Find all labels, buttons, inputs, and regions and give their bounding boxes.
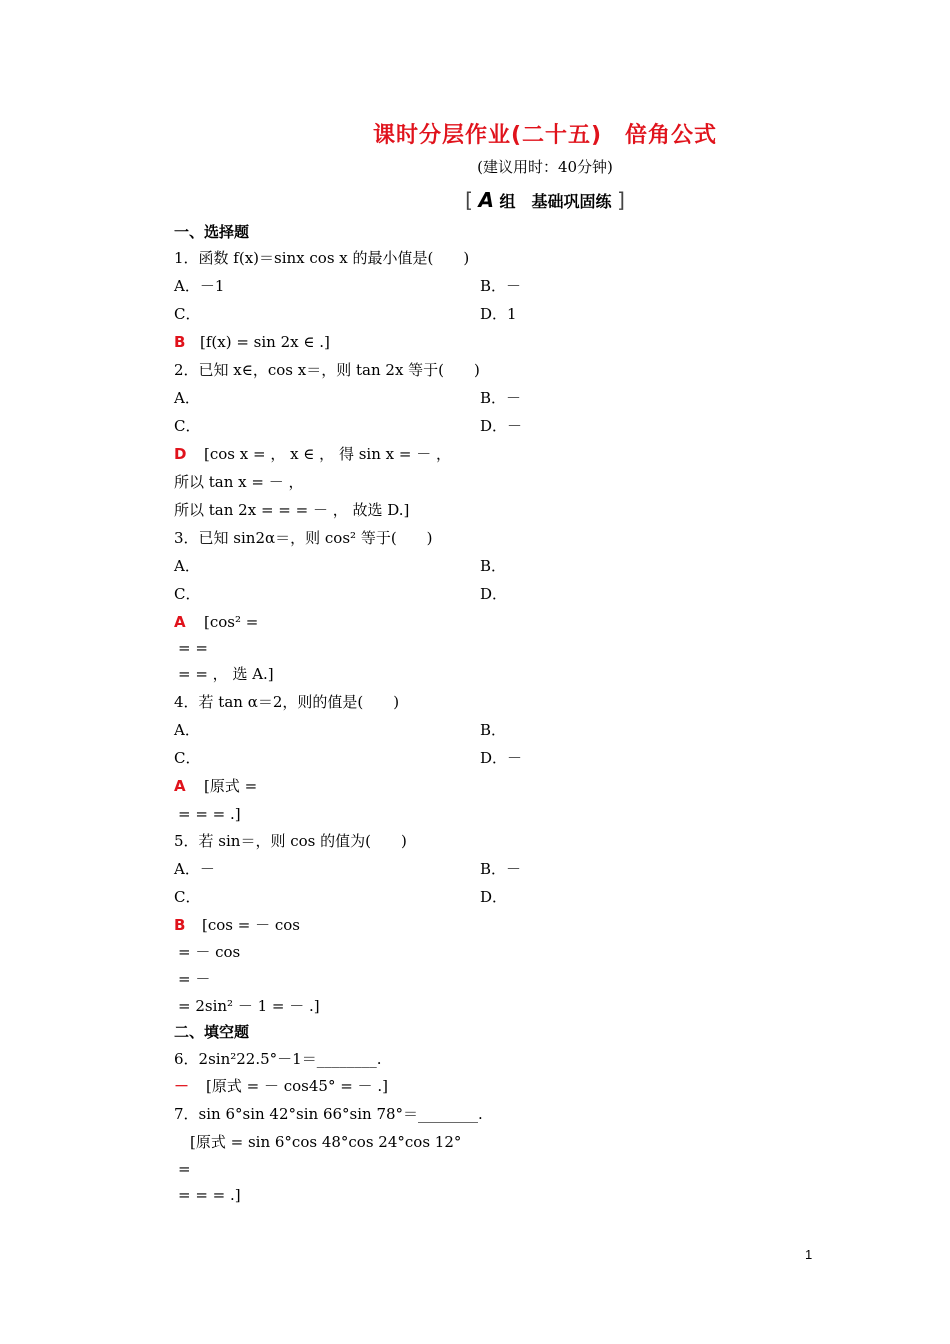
page-title: 课时分层作业(二十五) 倍角公式 bbox=[372, 123, 718, 148]
text-line: = = ， 选 A.] bbox=[178, 665, 274, 683]
text-line: C． bbox=[174, 888, 201, 906]
text-line: D． bbox=[480, 888, 508, 906]
text-line: B．－ bbox=[480, 860, 522, 878]
text-line: [原式 = bbox=[204, 777, 258, 795]
text-line: A．－1 bbox=[174, 277, 225, 295]
group-label: 组 基础巩固练 bbox=[499, 192, 612, 211]
text-line: = － bbox=[178, 970, 211, 988]
text-line: A．－ bbox=[174, 860, 215, 878]
text-line: C． bbox=[174, 417, 201, 435]
text-line: 5．若 sin＝，则 cos 的值为( ) bbox=[174, 832, 407, 850]
text-line: B．－ bbox=[480, 389, 522, 407]
section-heading: 一、选择题 bbox=[174, 223, 250, 241]
text-line: D．－ bbox=[480, 417, 523, 435]
text-line: 4．若 tan α＝2，则的值是( ) bbox=[174, 693, 400, 711]
text-line: [cos² = bbox=[204, 613, 259, 631]
text-line: = 2sin² － 1 = － .] bbox=[178, 997, 320, 1015]
text-line: B． bbox=[480, 557, 507, 575]
text-line: 所以 tan x = － ， bbox=[174, 473, 304, 491]
text-line: 2．已知 x∈，cos x＝，则 tan 2x 等于( ) bbox=[174, 361, 480, 379]
group-bracket-open: [ bbox=[465, 188, 473, 212]
text-line: = － cos bbox=[178, 943, 241, 961]
text-line: C． bbox=[174, 749, 201, 767]
answer-key: D bbox=[174, 445, 187, 463]
text-line: 所以 tan 2x = = = － ， 故选 D.] bbox=[174, 501, 410, 519]
group-letter: A bbox=[478, 188, 494, 212]
text-line: D．1 bbox=[480, 305, 517, 323]
text-line: [cos x = ， x ∈ ， 得 sin x = － ， bbox=[204, 445, 451, 463]
answer-key: B bbox=[174, 916, 186, 934]
text-line: = = = .] bbox=[178, 1186, 241, 1204]
text-line: = = = .] bbox=[178, 805, 241, 823]
page-number: 1 bbox=[805, 1247, 813, 1262]
text-line: D． bbox=[480, 585, 508, 603]
text-line: C． bbox=[174, 305, 201, 323]
answer-key: A bbox=[174, 613, 186, 631]
text-line: [原式 = sin 6°cos 48°cos 24°cos 12° bbox=[190, 1133, 462, 1151]
text-line: 3．已知 sin2α＝，则 cos² 等于( ) bbox=[174, 529, 433, 547]
group-header bbox=[70, 188, 950, 212]
answer-key: B bbox=[174, 333, 186, 351]
answer-key: A bbox=[174, 777, 186, 795]
text-line: A． bbox=[174, 389, 200, 407]
text-line: A． bbox=[174, 557, 200, 575]
suggested-time: (建议用时：40分钟) bbox=[477, 158, 613, 176]
text-line: 7．sin 6°sin 42°sin 66°sin 78°＝________. bbox=[174, 1105, 483, 1123]
text-line: 1．函数 f(x)＝sinx cos x 的最小值是( ) bbox=[174, 249, 470, 267]
text-line: = bbox=[178, 1160, 191, 1178]
group-bracket-close: ] bbox=[617, 188, 625, 212]
text-line: D．－ bbox=[480, 749, 523, 767]
text-line: B．－ bbox=[480, 277, 522, 295]
section-heading: 二、填空题 bbox=[174, 1023, 250, 1041]
answer-key: － bbox=[174, 1077, 190, 1095]
text-line: B． bbox=[480, 721, 507, 739]
text-line: [f(x) = sin 2x ∈ .] bbox=[200, 333, 330, 351]
text-line: [cos = － cos bbox=[202, 916, 300, 934]
text-line: [原式 = － cos45° = － .] bbox=[206, 1077, 388, 1095]
text-line: C． bbox=[174, 585, 201, 603]
text-line: 6．2sin²22.5°－1＝________. bbox=[174, 1050, 382, 1068]
text-line: A． bbox=[174, 721, 200, 739]
text-line: = = bbox=[178, 639, 208, 657]
